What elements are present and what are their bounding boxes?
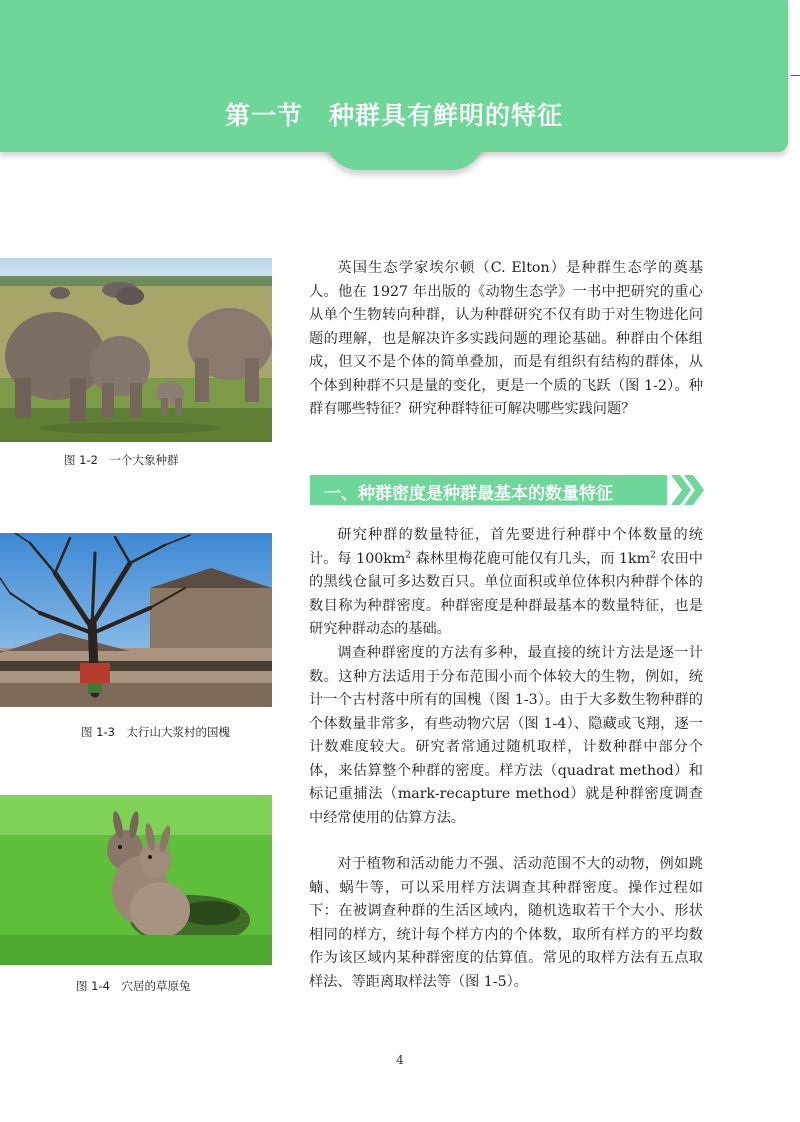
section-heading xyxy=(310,475,703,505)
burrowing-rabbits-photo xyxy=(0,795,272,965)
section-heading-text: 一、种群密度是种群最基本的数量特征 xyxy=(324,484,613,504)
figure-caption: 图 1-4 穴居的草原兔 xyxy=(76,979,191,993)
page-title: 第一节 种群具有鲜明的特征 xyxy=(224,101,563,130)
edge-mark xyxy=(791,75,800,76)
elephant-herd-photo xyxy=(0,258,272,442)
page-number: 4 xyxy=(396,1053,404,1067)
body-paragraph: 对于植物和活动能力不强、活动范围不大的动物，例如跳蝻、蜗牛等，可以采用样方法调查其种群密度。操作过程如下：在被调查种群的生活区域内，随机选取若干个大小、形状相同的样方，统计每个样方内的个体数，取所有样方的平均数作为该区域内某种群密度的估算值。常见的取样方法有五点取样法、等距离取样法等（图 1-5）。 xyxy=(309,856,703,990)
body-paragraph: 调查种群密度的方法有多种，最直接的统计方法是逐一计数。这种方法适用于分布范围小而个体较大的生物，例如，统计一个古村落中所有的国槐（图 1-3）。由于大多数生物种群的个体数量非常多，有些动物穴居（图 1-4）、隐藏或飞翔，逐一计数难度较大。研究者常通过随机取样，计数种群中部分个体，来估算整个种群的密度。样方法（quadrat method）和标记重捕法（mark-recapture method）就是种群密度调查中经常使用的估算方法。 xyxy=(309,645,703,826)
ancient-locust-tree-photo xyxy=(0,533,272,707)
body-paragraph: 研究种群的数量特征，首先要进行种群中个体数量的统计。每 $100km^2$ 森林里梅花鹿可能仅有几头，而 $1km^2$ 农田中的黑线仓鼠可多达数百只。单位面积或单位体积内种群个体的数目称为种群密度。种群密度是种群最基本的数量特征，也是研究种群动态的基础。 xyxy=(309,527,703,637)
figure-caption: 图 1-3 太行山大浆村的国槐 xyxy=(81,725,230,739)
double-chevron-icon xyxy=(671,475,705,505)
figure-caption: 图 1-2 一个大象种群 xyxy=(64,453,179,467)
intro-paragraph: 英国生态学家埃尔顿（C. Elton）是种群生态学的奠基人。他在 1927 年出版的《动物生态学》一书中把研究的重心从单个生物转向种群，认为种群研究不仅有助于对生物进化问题的理解，也是解决许多实践问题的理论基础。种群由个体组成，但又不是个体的简单叠加，而是有组织有结构的群体，从个体到种群不只是量的变化，更是一个质的飞跃（图 1-2）。种群有哪些特征？研究种群特征可解决哪些实践问题？ xyxy=(309,260,703,417)
